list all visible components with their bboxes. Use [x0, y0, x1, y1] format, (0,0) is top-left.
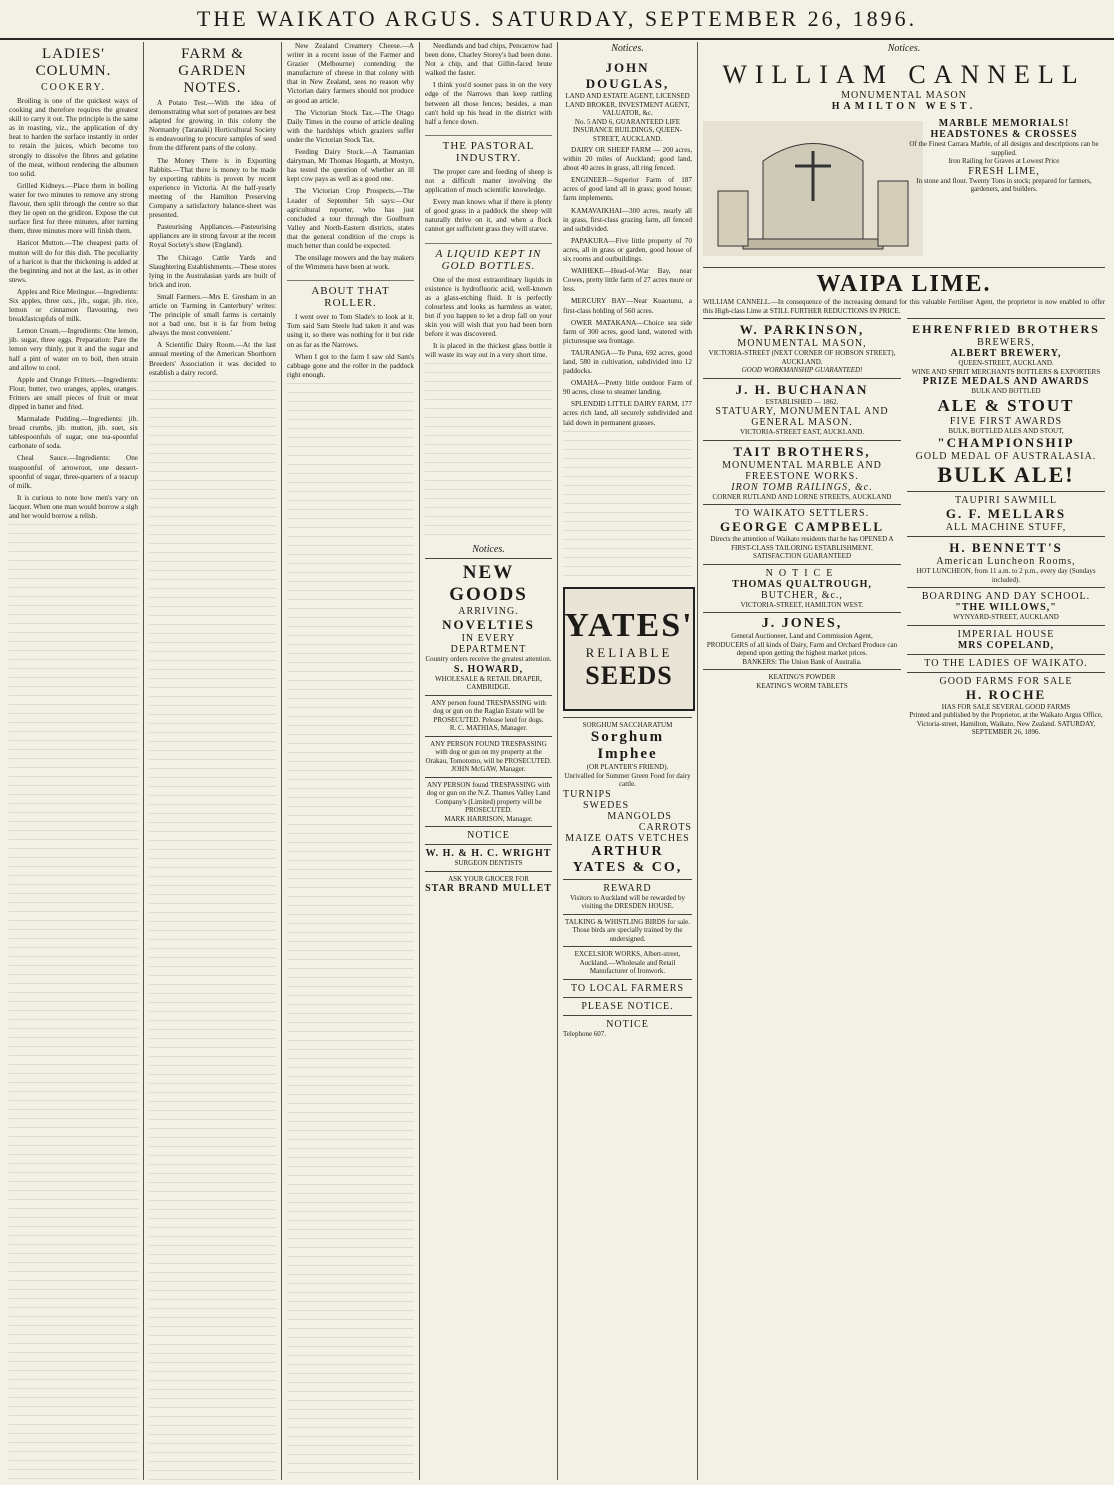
advert-trespass	[425, 695, 552, 736]
article-paragraph: Apples and Rice Meringue.—Ingredients: Six apples, three ozs., jib., sugar, jib. rice, lemon or cinnamon flavouring, two breakfastcupfuls of milk.	[9, 287, 138, 324]
ad-line: WHOLESALE & RETAIL DRAPER, CAMBRIDGE.	[435, 674, 542, 692]
advert-jones	[703, 612, 901, 669]
yates-seeds: SEEDS	[585, 660, 673, 690]
listing: SPLENDID LITTLE DAIRY FARM, 177 acres rich land, all securely subdivided and laid down in permanent grasses.	[563, 400, 692, 427]
section-heading: A LIQUID KEPT IN GOLD BOTTLES.	[425, 243, 552, 272]
ad-line: QUEEN-STREET, AUCKLAND.	[958, 359, 1054, 367]
article-paragraph: A Potato Test.—With the idea of demonstrating what sort of potatoes are best adapted for growing in this colony the Normanby (Taranaki) Horticultural Society is endeavouring to procure samples of seed from the different parts of the colony.	[149, 99, 276, 153]
ad-line: JOHN McGAW, Manager.	[451, 765, 526, 774]
text-body-filler	[563, 431, 692, 581]
ad-line: IMPERIAL HOUSE	[957, 628, 1055, 640]
ad-line: EXCELSIOR WORKS, Albert-street, Auckland.—Wholesale and Retail Manufacturer of Ironwork.	[574, 950, 681, 976]
ad-line: No. 5 AND 6, GUARANTEED LIFE INSURANCE BUILDINGS, QUEEN-STREET, AUCKLAND.	[572, 117, 683, 143]
ad-title: TAIT BROTHERS,	[733, 443, 871, 459]
ad-title: ARTHUR YATES & CO,	[572, 843, 683, 875]
advert-ladies	[907, 654, 1105, 672]
ad-title: H. BENNETT'S	[949, 540, 1063, 555]
advert-please-notice	[563, 997, 692, 1015]
ad-line: SORGHUM SACCHARATUM	[582, 720, 673, 729]
advert-douglas	[563, 57, 692, 146]
ads-right	[907, 318, 1105, 740]
ad-line: IN EVERY DEPARTMENT	[450, 633, 527, 656]
advert-sorghum	[563, 717, 692, 879]
ad-title: BULK ALE!	[937, 462, 1075, 487]
column-news	[282, 42, 420, 1480]
ad-line: Iron Railing for Graves at Lowest Price	[948, 157, 1060, 165]
advert-mullet	[425, 871, 552, 898]
listing: MERCURY BAY—Near Kuaotunu, a first-class holding of 560 acres.	[563, 297, 692, 315]
ad-title: ALE & STOUT	[937, 395, 1075, 415]
ad-title: WILLIAM CANNELL	[722, 60, 1086, 89]
advert-local-farmers	[563, 979, 692, 997]
tombstone-icon	[703, 121, 923, 256]
ad-line: R. C. MATHIAS, Manager.	[449, 724, 528, 733]
advert-willows	[907, 587, 1105, 625]
ad-line: ASK YOUR GROCER FOR	[448, 874, 529, 883]
advert-tait	[703, 440, 901, 505]
ladies-column-heading: LADIES' COLUMN.	[35, 46, 112, 79]
notices-heading: Notices.	[472, 544, 505, 556]
column-notices	[558, 42, 698, 1480]
section-heading: ABOUT THAT ROLLER.	[287, 280, 414, 309]
article-paragraph: A Scientific Dairy Room.—At the last annual meeting of the American Shorthorn Breeders' Association it was decided to establish a dairy record.	[149, 341, 276, 377]
advert-reward	[563, 879, 692, 914]
advert-roche	[907, 672, 1105, 740]
advert-imperial	[907, 625, 1105, 654]
ad-line: WILLIAM CANNELL.—In consequence of the increasing demand for this valuable Fertiliser Agent, the proprietor is now enabled to offer this High-class Lime at STILL FURTHER REDUCTIONS IN PRICE.	[703, 298, 1105, 315]
ad-line: HAS FOR SALE SEVERAL GOOD FARMS	[941, 702, 1071, 711]
article-paragraph: Apple and Orange Fritters.—Ingredients: Flour, butter, two oranges, apples, oranges. Fritters are small pieces of fruit or meat dipped in batter and fried.	[9, 375, 138, 411]
ad-line: HAMILTON WEST.	[831, 101, 977, 112]
ad-line: MONUMENTAL MASON	[841, 90, 967, 101]
article-paragraph: Feeding Dairy Stock.—A Tasmanian dairyman, Mr Thomas Hogarth, at Mostyn, has tested the question of whether an ill kept cow pays as well as a good one.	[287, 148, 414, 184]
advert-keating	[703, 669, 901, 693]
text-body-filler	[9, 524, 138, 1480]
ad-line: CARROTS	[638, 821, 692, 833]
listing: KAMAVAIKHAI—300 acres, nearly all in grass, first-class grazing farm, all fenced and subdivided.	[563, 206, 692, 233]
ad-line: STATUARY, MONUMENTAL AND GENERAL MASON.	[715, 406, 889, 428]
text-body-filler	[287, 383, 414, 1480]
ad-line: NOTICE	[765, 567, 839, 579]
ad-line: "THE WILLOWS,"	[955, 602, 1057, 613]
ad-line: ALL MACHINE STUFF,	[945, 522, 1067, 533]
listing: OMAHA—Pretty little outdoor Farm of 90 acres, close to steamer landing.	[563, 379, 692, 397]
advert-howard	[425, 558, 552, 695]
ad-line: BANKERS: The Union Bank of Australia.	[742, 657, 862, 666]
ad-line: SATISFACTION GUARANTEED	[752, 552, 852, 560]
ad-line: BREWERS,	[977, 337, 1035, 348]
article-paragraph: Marmalade Pudding.—Ingredients: jib. bread crumbs, jib. mutton, jib. suet, six tablespoonfuls of sugar, one tea-spoonful carbonate of soda.	[9, 415, 138, 451]
article-paragraph: New Zealand Creamery Cheese.—A writer in a recent issue of the Farmer and Grazier (Melbourne) contending the manufacture of cheese in that colony with that in New Zealand, sees no reason why Victorian dairy farmers should not produce as good an article.	[287, 42, 414, 105]
article-paragraph: It is placed in the thickest glass bottle it will waste its way out in a very short time.	[425, 342, 552, 360]
ad-line: TURNIPS	[563, 788, 612, 800]
ad-title: GEORGE CAMPBELL	[720, 519, 884, 534]
article-paragraph: Haricot Mutton.—The cheapest parts of mutton will do for this dish. The peculiarity of a haricot is that the thickening is added at the beginning and not at the last, as in other stews.	[9, 239, 138, 284]
ad-line: VICTORIA-STREET (NEXT CORNER OF HOBSON STREET), AUCKLAND.	[708, 349, 896, 366]
ad-line: LAND AND ESTATE AGENT, LICENSED LAND BROKER, INVESTMENT AGENT, VALUATOR, &c.	[565, 92, 690, 117]
ad-line: WYNYARD-STREET, AUCKLAND	[953, 613, 1059, 621]
column-farm-garden	[144, 42, 282, 1480]
advert-campbell	[703, 504, 901, 564]
ad-line: MONUMENTAL MARBLE AND FREESTONE WORKS.	[722, 459, 882, 482]
ad-line: MAIZE OATS VETCHES	[565, 832, 690, 844]
article-paragraph: Grilled Kidneys.—Place them in boiling water for two minutes to remove any strong flavour, then split through the centre so that they lie open on the gridiron. Expose the cut surface first for three minutes, after turning them, three minutes more will finish them.	[9, 181, 138, 236]
ad-line: FIVE FIRST AWARDS	[949, 415, 1063, 427]
ad-title: Sorghum Imphee	[590, 729, 665, 763]
masthead	[0, 0, 1114, 40]
ad-line: W. H. & H. C. WRIGHT	[425, 848, 552, 860]
column-pastoral	[420, 42, 558, 1480]
ad-title: JOHN DOUGLAS,	[585, 60, 670, 91]
ad-title: "CHAMPIONSHIP	[937, 435, 1075, 450]
article-paragraph: Pasteurising Appliances.—Pasteurising appliances are in strong favour at the recent Royal Society's show (England).	[149, 223, 276, 250]
article-paragraph: It is curious to note how men's vary on lacquer. When one man would borrow a sigh and her would borrow a relish.	[9, 493, 138, 521]
ad-line: ARRIVING.	[458, 606, 519, 618]
ad-line: General Auctioneer, Land and Commission Agent,	[731, 632, 873, 640]
ad-title: J. JONES,	[761, 616, 843, 631]
ad-line: FRESH LIME,	[968, 165, 1040, 177]
ad-line: PRODUCERS of all kinds of Dairy, Farm and Orchard Produce can depend upon getting the highest market prices.	[706, 640, 898, 657]
ad-line: SWEDES	[583, 799, 629, 811]
ad-title: G. F. MELLARS	[945, 506, 1067, 521]
ad-title: NOTICE	[606, 1018, 649, 1030]
tombstone-illustration	[703, 115, 903, 267]
article-paragraph: When I got to the farm I saw old Sam's cabbage gone and the roller in the paddock right enough.	[287, 352, 414, 379]
ad-line: IRON TOMB RAILINGS, &c.	[731, 481, 873, 493]
ad-line: MARBLE MEMORIALS! HEADSTONES & CROSSES	[930, 118, 1078, 140]
ad-line: WINE AND SPIRIT MERCHANTS BOTTLERS & EXPORTERS	[911, 367, 1101, 376]
ad-line: PRIZE MEDALS AND AWARDS	[922, 376, 1090, 387]
ad-line: Unrivalled for Summer Green Food for dairy cattle.	[564, 771, 691, 789]
ad-line: Visitors to Auckland will be rewarded by visiting the DRESDEN HOUSE.	[569, 893, 686, 911]
article-paragraph: I went over to Tom Slade's to look at it. Tom said Sam Steele had taken it and was using it, so there was nothing for it but ride on as far as the Narrows.	[287, 313, 414, 349]
notices-heading: Notices.	[611, 43, 644, 54]
article-paragraph: The Chicago Cattle Yards and Slaughtering Establishments.—These stores lying in the Australasian yards are built of brick and iron.	[149, 253, 276, 289]
yates-reliable: RELIABLE	[585, 644, 673, 660]
ad-line: ESTABLISHED — 1862.	[765, 397, 839, 406]
advert-birds	[563, 914, 692, 947]
ad-line: NOVELTIES	[442, 617, 535, 633]
ad-line: BOARDING AND DAY SCHOOL.	[921, 591, 1091, 602]
article-paragraph: The ensilage mowers and the hay makers of the Wimmera have been at work.	[287, 254, 414, 272]
ad-line: STAR BRAND MULLET	[425, 883, 552, 895]
ad-line: CORNER RUTLAND AND LORNE STREETS, AUCKLAND	[712, 492, 892, 501]
masthead-title: THE WAIKATO ARGUS. SATURDAY, SEPTEMBER 26, 1896.	[196, 6, 918, 31]
listing: WAIHEKE—Head-of-War Bay, near Cowes, pretty little farm of 27 acres more or less.	[563, 267, 692, 294]
advert-trespass	[425, 777, 552, 827]
article-paragraph: Lemon Cream.—Ingredients: One lemon, jib. sugar, three eggs. Preparation: Pare the lemon very thinly, put it and the sugar and half a pint of water on to boil, then strain and allow to cool.	[9, 327, 138, 372]
ad-title: REWARD	[603, 882, 652, 894]
advert-bennett	[907, 536, 1105, 587]
advert-excelsior	[563, 946, 692, 979]
article-paragraph: The Money There is in Exporting Rabbits.—That there is money to be made by exporting rabbits is proven by recent experience in Victoria. At the half-yearly meeting of the Hamilton Preserving Company a satisfactory balance-sheet was presented.	[149, 156, 276, 220]
ads-two-col	[703, 318, 1105, 740]
ad-line: TO WAIKATO SETTLERS.	[734, 508, 870, 519]
column-ladies	[4, 42, 144, 1480]
ad-title: TO LOCAL FARMERS	[570, 982, 685, 994]
ad-block	[903, 115, 1105, 197]
ad-line: Printed and published by the Proprietor, at the Waikato Argus Office, Victoria-street, Hamilton, Waikato, New Zealand. SATURDAY, SEPTEMBER 26, 1896.	[909, 711, 1103, 736]
listing: ENGINEER—Superior Farm of 187 acres of good land all in grass; good house; farm implements.	[563, 176, 692, 203]
farm-garden-heading: FARM & GARDEN NOTES.	[178, 46, 247, 96]
ad-line: ALBERT BREWERY,	[950, 348, 1062, 359]
ad-line: NOTICE	[467, 830, 510, 842]
article-paragraph: Small Farmers.—Mrs E. Gresham in an article on 'Farming in Canterbury' writes: 'The principle of small farms is certainly not a bad one, but it is far from being always the most convenient.'	[149, 292, 276, 338]
advert-buchanan	[703, 378, 901, 440]
cookery-subheading: COOKERY.	[41, 82, 106, 93]
ad-title: J. H. BUCHANAN	[735, 381, 869, 397]
ad-line: (OR PLANTER'S FRIEND).	[586, 763, 669, 772]
advert-notice	[563, 1015, 692, 1042]
ad-line: Country orders receive the greatest attention.	[425, 655, 552, 664]
article-paragraph: One of the most extraordinary liquids in existence is hydrofluoric acid, well-known as a glass-etching fluid. It is perfectly colourless and looks as harmless as water, but if you happen to let a drop fall on your skin you will wish that you had been born before it was discovered.	[425, 275, 552, 339]
article-paragraph: Broiling is one of the quickest ways of cooking and therefore requires the greatest skill to carry it out. The principle is the same as in roasting, viz., the application of dry heat to harden the surface instantly in order to retain the juices, which become too strongly to dissolve the fibres and gelatine of the meat, without rendering the albumen too solid.	[9, 97, 138, 178]
ad-line: ANY PERSON FOUND TRESPASSING with dog or gun on my property at the Orakau, Tomotomo, will be PROSECUTED.	[425, 739, 552, 765]
column-ads	[698, 42, 1110, 1480]
ad-line: GOOD FARMS FOR SALE	[939, 675, 1073, 687]
ad-title: NEW GOODS	[449, 562, 528, 606]
advert-qualtrough	[703, 564, 901, 613]
ad-line: BUTCHER, &c.,	[761, 589, 843, 601]
ad-title: H. ROCHE	[965, 686, 1047, 702]
advert-taupiri	[907, 491, 1105, 536]
ad-line: MRS COPELAND,	[957, 639, 1055, 651]
ad-line: KEATING'S WORM TABLETS	[756, 681, 848, 690]
ad-line: MARK HARRISON, Manager.	[444, 814, 533, 823]
ad-line: TO THE LADIES OF WAIKATO.	[924, 657, 1088, 669]
ad-title: WAIPA LIME.	[816, 271, 992, 297]
ad-line: TALKING & WHISTLING BIRDS for sale. Those birds are specially trained by the undersigned.	[565, 917, 690, 943]
ad-line: GOLD MEDAL OF AUSTRALASIA.	[915, 451, 1097, 462]
ad-line: KEATING'S POWDER	[768, 673, 836, 681]
ad-line: HOT LUNCHEON, from 11 a.m. to 2 p.m., every day (Sundays included).	[916, 567, 1096, 584]
advert-ehrenfried	[907, 318, 1105, 491]
notices-heading: Notices.	[887, 43, 921, 54]
yates-name: YATES'	[564, 606, 694, 644]
listing: TAURANGA—Te Puna, 692 acres, good land, 580 in cultivation, subdivided into 12 paddocks.	[563, 348, 692, 376]
listing: PAPAKURA—Five little property of 70 acres, all in grass or garden, good house of six rooms and outbuildings.	[563, 236, 692, 264]
ad-line: TAUPIRI SAWMILL	[954, 495, 1057, 506]
ad-line: MANGOLDS	[607, 810, 672, 822]
ad-line: Telephone 607.	[563, 1029, 607, 1038]
ad-line: ANY person found TRESPASSING with dog or gun on the Raglan Estate will be PROSECUTED. Pelease lend for dogs.	[431, 698, 546, 724]
ad-line: MONUMENTAL MASON,	[737, 338, 867, 349]
ad-line: THOMAS QUALTROUGH,	[732, 578, 872, 590]
listing: OWER MATAKANA—Choice sea side farm of 300 acres, good land, watered with picturesque sea frontage.	[563, 318, 692, 345]
ad-line: BULK, BOTTLED ALES AND STOUT,	[948, 426, 1064, 435]
ad-line: ANY PERSON found TRESPASSING with dog or gun on the N.Z. Thames Valley Land Company's (Limited) property will be PROSECUTED.	[426, 780, 551, 815]
ad-line: Of the Finest Carrara Marble, of all designs and descriptions can be supplied.	[909, 140, 1099, 157]
article-paragraph: The proper care and feeding of sheep is not a difficult matter involving the application of much scientific knowledge.	[425, 167, 552, 195]
ad-line: VICTORIA-STREET, HAMILTON WEST.	[740, 600, 864, 609]
advert-wright	[425, 844, 552, 871]
advert-notice	[425, 826, 552, 844]
advert-trespass	[425, 736, 552, 777]
text-body-filler	[425, 363, 552, 543]
ad-line: BULK AND BOTTLED	[971, 387, 1041, 395]
ad-title: PLEASE NOTICE.	[581, 1000, 674, 1012]
article-paragraph: Needlands and bad chips, Pencarrow had been done, Charley Storey's had been done. Not a chip, and that Gillin-faced brute walked the faster.	[425, 42, 552, 78]
ad-line: American Luncheon Rooms,	[936, 556, 1076, 567]
ad-title: EHRENFRIED BROTHERS	[912, 322, 1100, 336]
text-body-filler	[149, 381, 276, 1480]
article-paragraph: The Victorian Crop Prospects.—The Leader of September 5th says:—Our agricultural reporter, who has just concluded a tour through the Goulburn Valley and North-Eastern districts, states that the general condition of the crops is much better than could be expected.	[287, 187, 414, 250]
section-heading: THE PASTORAL INDUSTRY.	[425, 135, 552, 164]
advert-cannell	[703, 57, 1105, 115]
ad-line: VICTORIA-STREET EAST, AUCKLAND.	[739, 428, 865, 436]
columns	[4, 42, 1110, 1480]
ad-line: In stone and flour. Twenty Tons in stock; prepared for farmers, gardeners, and builders.	[916, 176, 1092, 193]
article-paragraph: Cheal Sauce.—Ingredients: One teaspoonful of arrowroot, one dessert-spoonful of sugar, three-quarters of a teacup of milk.	[9, 454, 138, 490]
article-paragraph: Every man knows what if there is plenty of good grass in a paddock the sheep will naturally thrive on it, and when a flock cannot get sufficient grass they will starve.	[425, 198, 552, 234]
cannell-text	[903, 115, 1105, 267]
ads-left	[703, 318, 901, 740]
ad-line: Directs the attention of Waikato residents that he has OPENED A FIRST-CLASS TAILORING ESTABLISHMENT.	[710, 535, 894, 552]
cannell-body	[703, 115, 1105, 267]
ad-line: S. HOWARD,	[453, 663, 524, 675]
advert-parkinson	[703, 318, 901, 378]
ad-title: W. PARKINSON,	[739, 322, 865, 337]
article-paragraph: The Victorian Stock Tax.—The Otago Daily Times in the course of article dealing with the hardships which graziers suffer under the Victorian Stock Tax.	[287, 108, 414, 144]
ad-line: SURGEON DENTISTS	[454, 859, 523, 868]
article-paragraph: I think you'd sooner pass in on the very edge of the Narrows than keep rattling between all those fences; besides, a man can't hold up his head in the district with half a fence down.	[425, 81, 552, 126]
advert-waipa-lime	[703, 267, 1105, 318]
yates-seeds-advert	[563, 587, 695, 711]
listing: DAIRY OR SHEEP FARM — 200 acres, within 20 miles of Auckland; good land, about 40 acres in grass, all ring fenced.	[563, 146, 692, 173]
ad-line: GOOD WORKMANSHIP GUARANTEED!	[741, 366, 863, 374]
